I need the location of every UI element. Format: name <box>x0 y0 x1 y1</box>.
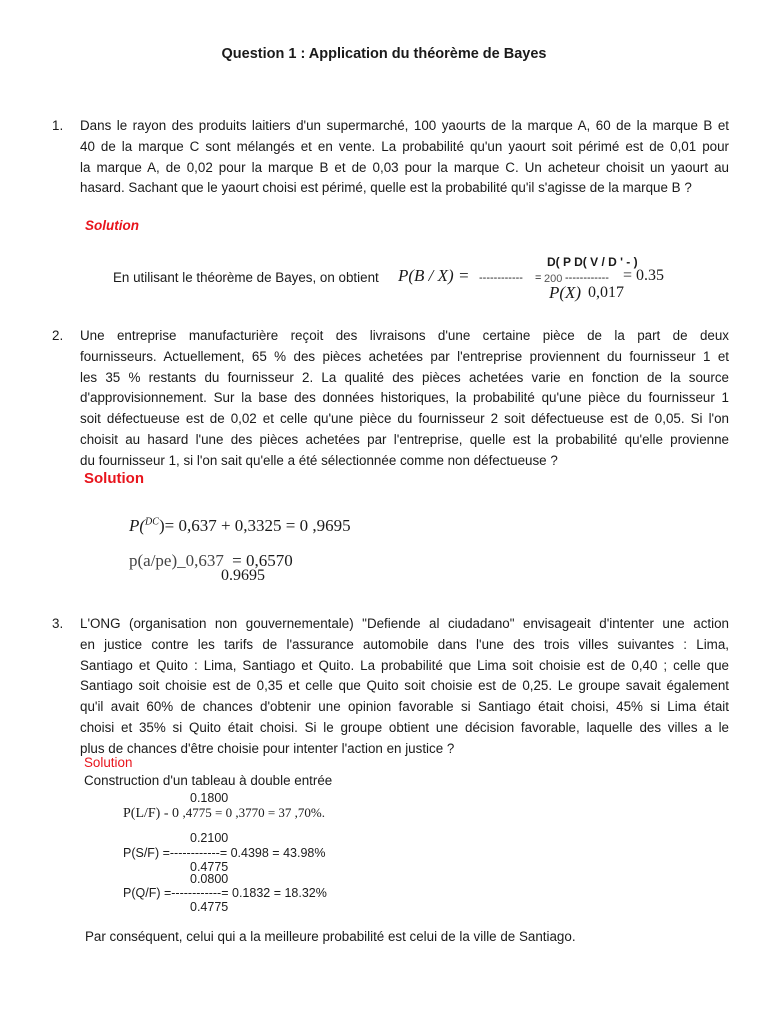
question-line: hasard. Sachant que le yaourt choisi est périmé, quelle est la probabilité qu'il s'agisse de la marque B ? <box>80 180 692 196</box>
formula-intro: En utilisant le théorème de Bayes, on obtient <box>113 270 379 285</box>
formula-result: = 0.35 <box>623 267 665 284</box>
question-number: 2. <box>52 328 64 343</box>
conclusion-text: Par conséquent, celui qui a la meilleure probabilité est celui de la ville de Santiago. <box>85 929 576 944</box>
equation-denominator: 0.9695 <box>221 567 265 584</box>
question-number: 3. <box>52 616 64 631</box>
question-number: 1. <box>52 118 64 133</box>
question-line: qu'il avait 60% de chances d'obtenir une opinion favorable si Santiago était choisi, 45% si Lima était <box>80 699 729 715</box>
sf-numerator: 0.2100 <box>190 831 229 845</box>
formula-equals: = <box>535 272 542 284</box>
question-line: fournisseurs. Actuellement, 65 % des pièces achetées par l'entreprise proviennent du fournisseur 1 et <box>80 348 729 364</box>
solution-label: Solution <box>85 218 139 233</box>
question-line: plus de chances d'être choisie pour intenter l'action en justice ? <box>80 740 455 756</box>
lf-equation <box>123 805 325 822</box>
question-line: 40 de la marque C sont mélangés et en vente. La probabilité qu'un yaourt soit périmé est de 0,01 pour <box>80 138 729 154</box>
question-line: Santiago et Quito : Lima, Santiago et Quito. La probabilité que Lima soit choisie est de 0,40 ; celle que <box>80 657 729 673</box>
formula-200: 200 <box>544 273 563 285</box>
question-line: en justice contre les tarifs de l'assurance automobile dans l'une des trois villes suivantes : Lima, <box>80 636 729 652</box>
qf-numerator: 0.0800 <box>190 872 229 886</box>
question-line: Santiago soit choisie est de 0,35 et celle que Quito soit choisie est de 0,25. Le groupe savait également <box>80 678 729 694</box>
page-title: Question 1 : Application du théorème de Bayes <box>221 46 547 62</box>
equation-rest: )= 0,637 + 0,3325 = 0 ,9695 <box>158 516 351 535</box>
solution-label: Solution <box>84 470 144 487</box>
equation-superscript: DC <box>145 516 159 528</box>
question-line: Une entreprise manufacturière reçoit des livraisons d'une certaine pièce de la part de deux <box>80 328 729 343</box>
question-1 <box>52 116 729 199</box>
formula-dash: ------------ <box>565 272 609 284</box>
question-line: L'ONG (organisation non gouvernementale) "Defiende al ciudadano" envisageait d'intenter une action <box>80 616 729 631</box>
equation-pdc <box>129 516 351 536</box>
question-line: d'approvisionnement. Sur la base des données historiques, la probabilité qu'une pièce du fournisseur 1 <box>80 390 729 406</box>
question-line: choisi et 35% si Quito était choisi. Si le groupe obtient une décision favorable, laquelle des villes a le <box>80 719 729 735</box>
solution-label: Solution <box>84 755 133 770</box>
formula-lhs: P(B / X) = <box>398 266 470 285</box>
formula-px: P(X) <box>549 283 582 302</box>
equation-p: P( <box>129 516 146 535</box>
equation-pa-pe <box>129 551 293 571</box>
question-line: soit défectueuse est de 0,02 et celle qu'une pièce du fournisseur 2 soit défectueuse est de 0,05. Si l'on <box>80 411 729 427</box>
lf-rest: ,4775 = 0 ,3770 = 37 ,70%. <box>182 805 325 820</box>
question-2 <box>52 326 729 472</box>
sf-equation: P(S/F) =------------= 0.4398 = 43.98% <box>123 846 326 860</box>
qf-equation: P(Q/F) =------------= 0.1832 = 18.32% <box>123 886 327 900</box>
question-line: les 35 % restants du fournisseur 2. La qualité des pièces achetées varie en fonction de la source <box>80 369 729 385</box>
formula-denominator: 0,017 <box>588 284 624 301</box>
construction-text: Construction d'un tableau à double entrée <box>84 773 333 788</box>
lf-lhs: P(L/F) - 0 <box>123 806 179 821</box>
question-3 <box>52 614 729 760</box>
equation-right: = 0,6570 <box>232 551 293 570</box>
formula-numerator-text: D( P D( V / D ' - ) <box>547 255 638 269</box>
lf-numerator: 0.1800 <box>190 791 229 805</box>
qf-denominator: 0.4775 <box>190 900 229 914</box>
question-line: Dans le rayon des produits laitiers d'un supermarché, 100 yaourts de la marque A, 60 de la marque B et <box>80 118 729 133</box>
equation-left: p(a/pe)_0,637 <box>129 551 224 570</box>
sf-denominator: 0.4775 <box>190 860 229 874</box>
question-line: la marque A, de 0,02 pour la marque B et de 0,03 pour la marque C. Un acheteur choisit un yaourt au <box>80 159 729 175</box>
question-line: du fournisseur 1, si l'on sait qu'elle a été sélectionnée comme non défectueuse ? <box>80 452 558 468</box>
question-line: choisit au hasard l'une des pièces achetées par l'entreprise, quelle est la probabilité qu'elle provienne <box>80 431 729 447</box>
formula-dash: ------------ <box>479 272 523 284</box>
